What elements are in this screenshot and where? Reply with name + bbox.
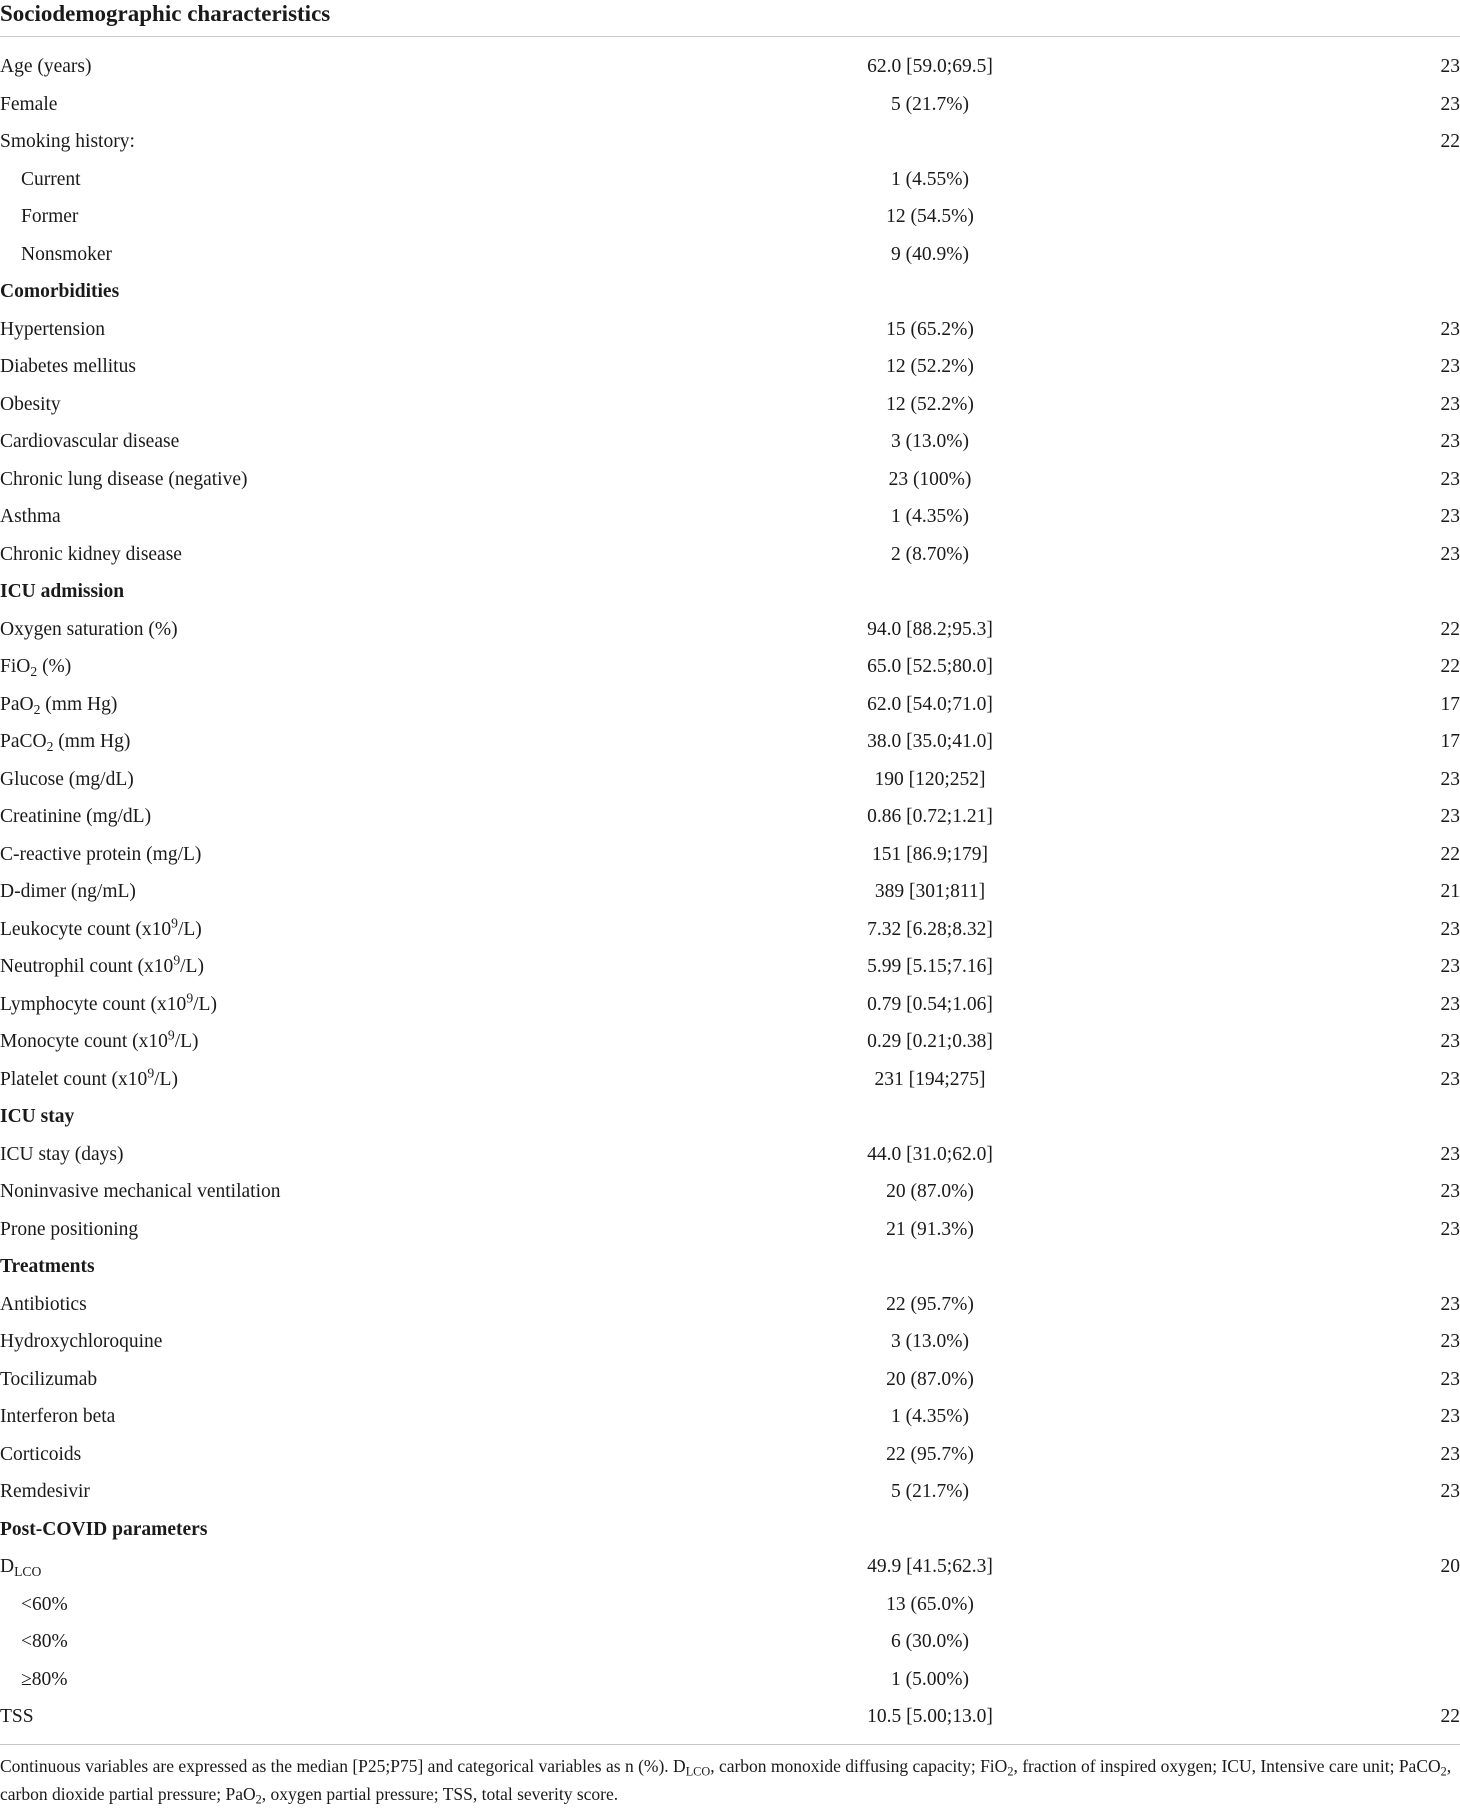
row-value: 44.0 [31.0;62.0]	[867, 1143, 993, 1165]
row-value: 231 [194;275]	[874, 1068, 986, 1090]
row-n: 23	[1440, 56, 1460, 77]
row-label: Noninvasive mechanical ventilation	[0, 1181, 281, 1202]
row-value: 7.32 [6.28;8.32]	[867, 918, 993, 940]
row-label: Remdesivir	[0, 1481, 90, 1502]
table-row	[0, 873, 1460, 911]
table-row	[0, 236, 1460, 274]
table-footnote: Continuous variables are expressed as the median [P25;P75] and categorical variables as n (%). $D_{LCO}$, carbon monoxide diffusing capacity; FiO$_2$, fraction of inspired oxygen; ICU, Intensive care unit; PaCO$_2$, carbon dioxide partial pressure; PaO$_2$, oxygen partial pressure; TSS, total severity score.	[0, 1756, 1452, 1807]
row-n: 23	[1440, 956, 1460, 977]
row-label: Interferon beta	[0, 1406, 116, 1427]
table-row	[0, 461, 1460, 499]
row-n: 23	[1440, 1068, 1460, 1090]
section-header-label: ICU stay	[0, 1106, 75, 1127]
table-row	[0, 1136, 1460, 1174]
table-row	[0, 1286, 1460, 1324]
row-label: Asthma	[0, 506, 61, 527]
row-n: 21	[1440, 881, 1460, 902]
row-label: Hydroxychloroquine	[0, 1331, 163, 1352]
table-row	[0, 1661, 1460, 1699]
row-value: 5.99 [5.15;7.16]	[867, 956, 993, 977]
section-header-row	[0, 1511, 1460, 1549]
row-value: 12 (54.5%)	[886, 206, 974, 227]
table-title: Sociodemographic characteristics	[0, 1, 331, 26]
table-row	[0, 1548, 1460, 1586]
row-n: 23	[1440, 918, 1460, 940]
row-value: 151 [86.9;179]	[872, 843, 988, 865]
table-row	[0, 1698, 1460, 1736]
row-value: 10.5 [5.00;13.0]	[867, 1706, 993, 1727]
row-label: Oxygen saturation (%)	[0, 618, 178, 640]
row-label: Prone positioning	[0, 1218, 139, 1240]
table-row	[0, 1436, 1460, 1474]
row-label: <60%	[21, 1593, 68, 1615]
table-body	[0, 48, 1460, 1736]
row-label: Corticoids	[0, 1443, 82, 1465]
row-n: 23	[1440, 93, 1460, 115]
table-bottom-rule	[0, 1744, 1460, 1745]
table-row	[0, 836, 1460, 874]
table-row	[0, 48, 1460, 86]
row-value: 21 (91.3%)	[886, 1218, 974, 1240]
row-value: 12 (52.2%)	[886, 356, 974, 377]
table-row	[0, 1398, 1460, 1436]
row-label: Nonsmoker	[21, 243, 112, 265]
row-label: Neutrophil count $(x10^9/L)$	[0, 952, 204, 977]
row-label: PaO$_2$ (mm Hg)	[0, 693, 118, 717]
row-n: 23	[1440, 468, 1460, 490]
row-value: 2 (8.70%)	[891, 543, 969, 565]
row-value: 3 (13.0%)	[891, 431, 969, 452]
row-value: 9 (40.9%)	[891, 243, 969, 265]
row-n: 17	[1440, 731, 1460, 752]
row-n: 23	[1440, 1331, 1460, 1352]
table-row	[0, 686, 1460, 724]
table-top-rule	[0, 36, 1460, 37]
table-row	[0, 536, 1460, 574]
row-label: PaCO$_2$ (mm Hg)	[0, 731, 131, 755]
table-row	[0, 1061, 1460, 1099]
row-label: C-reactive protein (mg/L)	[0, 843, 202, 865]
table-row	[0, 423, 1460, 461]
table-row	[0, 86, 1460, 124]
section-header-label: Comorbidities	[0, 281, 120, 302]
table-row	[0, 386, 1460, 424]
row-label: ≥80%	[21, 1668, 68, 1690]
row-value: 38.0 [35.0;41.0]	[867, 731, 993, 752]
row-value: 5 (21.7%)	[891, 1481, 969, 1502]
table-row	[0, 1323, 1460, 1361]
row-value: 3 (13.0%)	[891, 1331, 969, 1352]
row-n: 23	[1440, 1293, 1460, 1315]
row-n: 23	[1440, 1406, 1460, 1427]
row-n: 22	[1440, 656, 1460, 677]
row-label: Current	[21, 168, 81, 190]
row-n: 23	[1440, 1368, 1460, 1390]
row-value: 62.0 [59.0;69.5]	[867, 56, 993, 77]
row-value: 6 (30.0%)	[891, 1631, 969, 1652]
row-label: FiO$_2$ (%)	[0, 656, 72, 680]
table-row	[0, 986, 1460, 1024]
table-row	[0, 798, 1460, 836]
row-value: 15 (65.2%)	[886, 318, 974, 340]
section-header-label: Post-COVID parameters	[0, 1518, 208, 1540]
section-header-row	[0, 1098, 1460, 1136]
row-n: 23	[1440, 356, 1460, 377]
row-label: Glucose (mg/dL)	[0, 768, 134, 790]
row-label: Chronic kidney disease	[0, 543, 182, 565]
table-row	[0, 311, 1460, 349]
row-value: 1 (4.35%)	[891, 506, 969, 527]
row-label: Smoking history:	[0, 131, 135, 152]
row-label: Former	[21, 206, 79, 227]
row-value: 0.79 [0.54;1.06]	[867, 993, 993, 1015]
section-header-label: Treatments	[0, 1256, 95, 1277]
row-n: 23	[1440, 1181, 1460, 1202]
row-value: 0.29 [0.21;0.38]	[867, 1031, 993, 1052]
row-value: 389 [301;811]	[874, 881, 986, 902]
row-value: 1 (4.55%)	[891, 168, 969, 190]
table-row	[0, 948, 1460, 986]
row-label: Female	[0, 93, 58, 115]
row-label: Creatinine (mg/dL)	[0, 806, 152, 827]
row-label: Hypertension	[0, 318, 106, 340]
row-label: Leukocyte count $(x10^9/L)$	[0, 915, 202, 940]
table-row	[0, 1586, 1460, 1624]
section-header-row	[0, 273, 1460, 311]
table-row	[0, 911, 1460, 949]
row-value: 22 (95.7%)	[886, 1293, 974, 1315]
row-value: 12 (52.2%)	[886, 393, 974, 415]
row-value: 1 (4.35%)	[891, 1406, 969, 1427]
row-value: 20 (87.0%)	[886, 1181, 974, 1202]
row-label: Obesity	[0, 393, 61, 415]
row-label: Chronic lung disease (negative)	[0, 468, 248, 490]
row-n: 23	[1440, 1218, 1460, 1240]
row-value: 49.9 [41.5;62.3]	[867, 1556, 993, 1577]
row-label: <80%	[21, 1631, 68, 1652]
section-header-label: ICU admission	[0, 581, 125, 602]
table-row	[0, 498, 1460, 536]
row-value: 62.0 [54.0;71.0]	[867, 693, 993, 715]
row-n: 20	[1440, 1556, 1460, 1577]
row-n: 23	[1440, 318, 1460, 340]
row-label: Lymphocyte count $(x10^9/L)$	[0, 990, 217, 1015]
row-label: Tocilizumab	[0, 1368, 98, 1390]
section-header-row	[0, 1248, 1460, 1286]
row-label: $D_{LCO}$	[0, 1556, 42, 1580]
row-n: 23	[1440, 543, 1460, 565]
row-value: 13 (65.0%)	[886, 1593, 974, 1615]
row-n: 22	[1440, 618, 1460, 640]
row-n: 23	[1440, 506, 1460, 527]
row-value: 20 (87.0%)	[886, 1368, 974, 1390]
row-n: 23	[1440, 768, 1460, 790]
table-row	[0, 1623, 1460, 1661]
row-label: Age (years)	[0, 56, 92, 77]
row-n: 23	[1440, 393, 1460, 415]
row-n: 23	[1440, 1481, 1460, 1502]
row-n: 23	[1440, 1443, 1460, 1465]
row-n: 22	[1440, 1706, 1460, 1727]
table-row	[0, 161, 1460, 199]
row-value: 23 (100%)	[888, 468, 972, 490]
row-value: 94.0 [88.2;95.3]	[867, 618, 993, 640]
row-n: 23	[1440, 806, 1460, 827]
table-row	[0, 1211, 1460, 1249]
table-row	[0, 648, 1460, 686]
table-row	[0, 611, 1460, 649]
table-row	[0, 123, 1460, 161]
table-row	[0, 723, 1460, 761]
table-row	[0, 1473, 1460, 1511]
table-row	[0, 198, 1460, 236]
row-n: 23	[1440, 1031, 1460, 1052]
row-n: 23	[1440, 993, 1460, 1015]
row-value: 0.86 [0.72;1.21]	[867, 806, 993, 827]
table-row	[0, 348, 1460, 386]
row-label: ICU stay (days)	[0, 1143, 124, 1165]
row-label: Monocyte count $(x10^9/L)$	[0, 1027, 199, 1052]
row-value: 190 [120;252]	[874, 768, 986, 790]
table-row	[0, 761, 1460, 799]
table-row	[0, 1023, 1460, 1061]
row-label: Antibiotics	[0, 1293, 87, 1315]
row-value: 1 (5.00%)	[891, 1668, 969, 1690]
row-n: 17	[1440, 693, 1460, 715]
row-value: 22 (95.7%)	[886, 1443, 974, 1465]
row-label: TSS	[0, 1706, 34, 1727]
table-row	[0, 1173, 1460, 1211]
table-row	[0, 1361, 1460, 1399]
row-n: 23	[1440, 431, 1460, 452]
row-value: 5 (21.7%)	[891, 93, 969, 115]
row-value: 65.0 [52.5;80.0]	[867, 656, 993, 677]
row-n: 22	[1440, 843, 1460, 865]
row-label: Diabetes mellitus	[0, 356, 136, 377]
row-n: 23	[1440, 1143, 1460, 1165]
row-n: 22	[1440, 131, 1460, 152]
row-label: Cardiovascular disease	[0, 431, 180, 452]
section-header-row	[0, 573, 1460, 611]
row-label: Platelet count $(x10^9/L)$	[0, 1065, 178, 1090]
row-label: D-dimer (ng/mL)	[0, 881, 136, 902]
